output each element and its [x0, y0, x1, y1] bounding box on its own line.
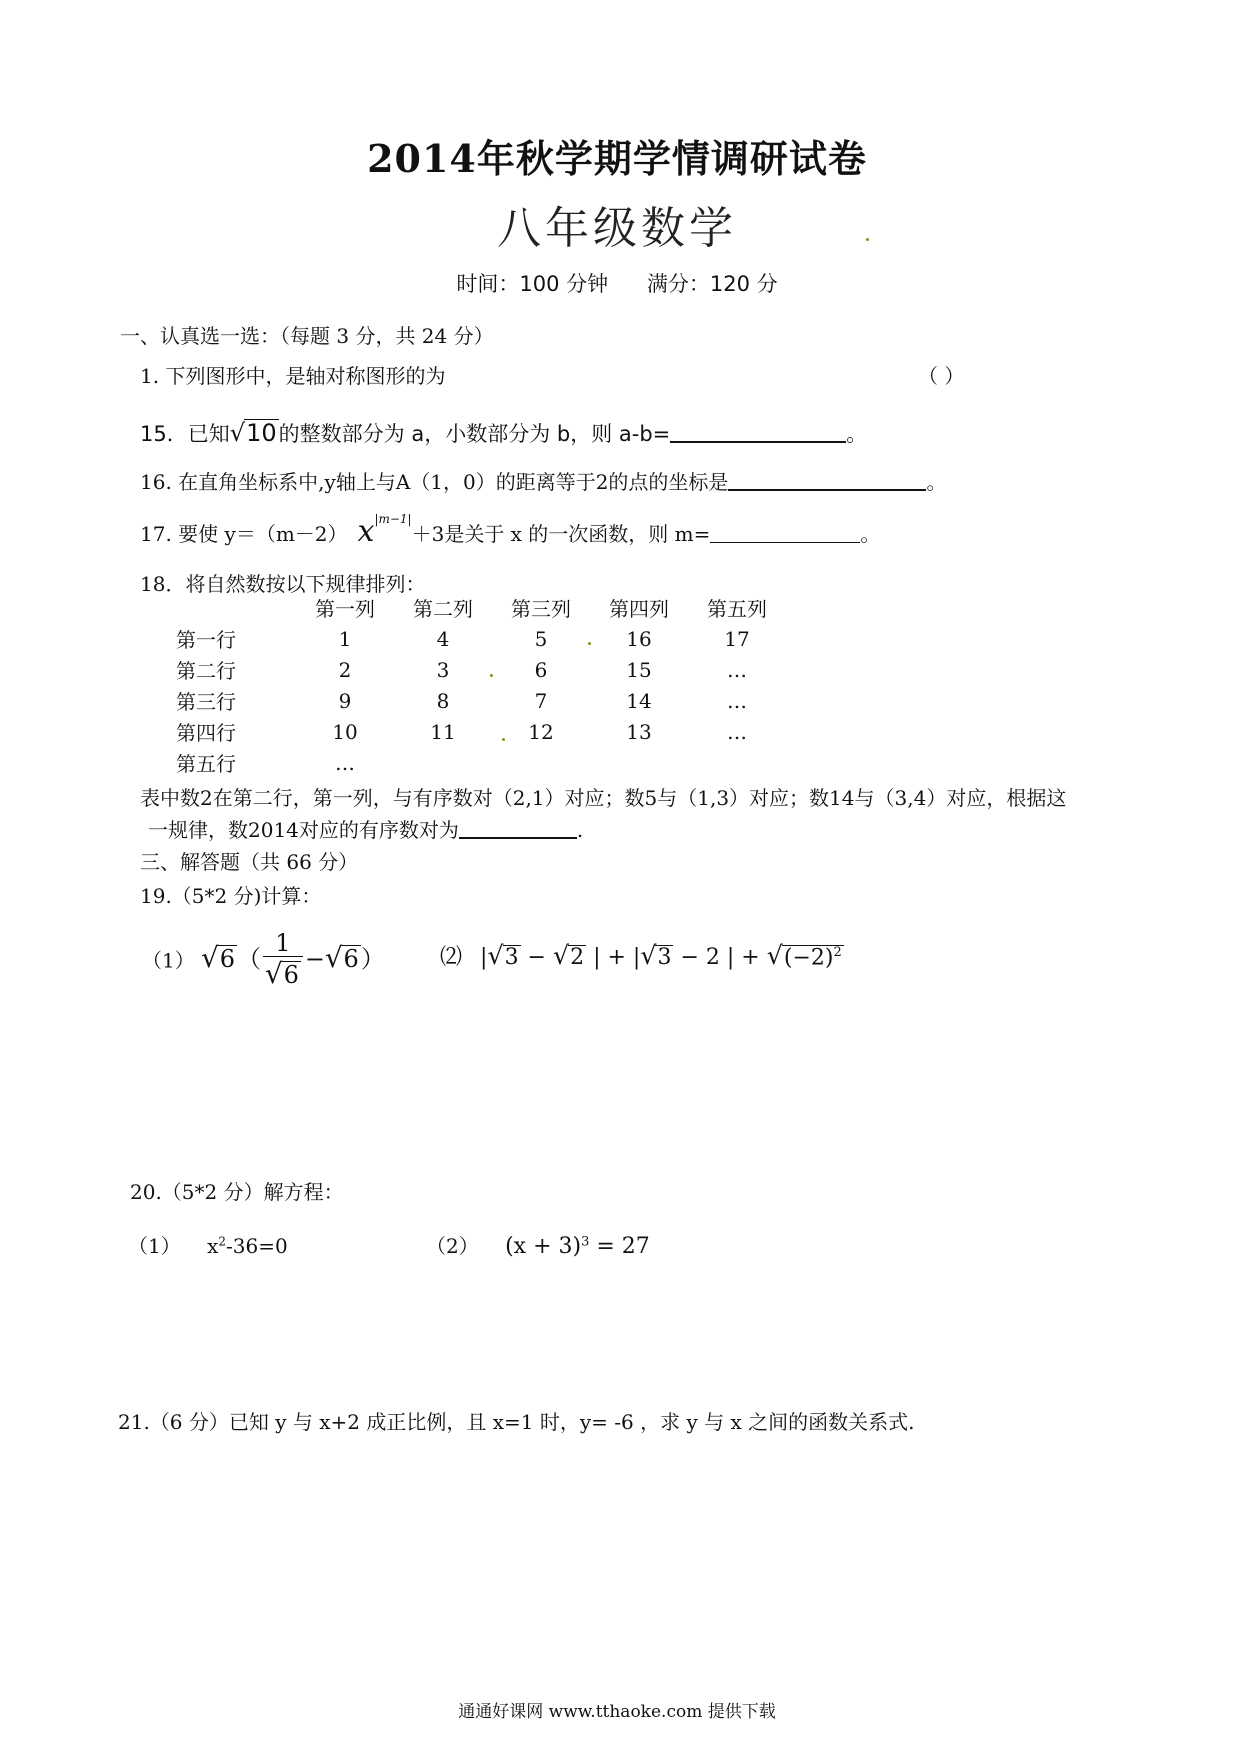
- sqrt-3: 3: [504, 945, 519, 970]
- q17-suffix: ＋3是关于 x 的一次函数，则 m=: [411, 522, 711, 546]
- grid-cell: 12: [528, 719, 554, 744]
- page-subtitle: 八年级数学: [497, 203, 737, 254]
- grid-cell: 5: [534, 626, 548, 651]
- answer-blank-17[interactable]: [710, 522, 860, 543]
- q20-p2-base: (x + 3): [505, 1234, 582, 1259]
- fraction-numerator: 1: [263, 930, 303, 957]
- grid-row: [176, 716, 786, 747]
- grid-cell: 10: [332, 719, 358, 744]
- grid-cell: 3: [436, 657, 450, 682]
- radical-sign: √: [324, 940, 343, 974]
- question-19-part1: （1） √6（ $\frac{1}{√6}$ −√6）: [142, 929, 385, 991]
- q18-end: .: [576, 818, 584, 842]
- exponent: 2: [218, 1234, 227, 1249]
- q15-end: 。: [846, 422, 868, 446]
- grid-cell: 14: [626, 688, 652, 713]
- grid-cell: [590, 747, 688, 778]
- grid-cell: 1: [338, 626, 352, 651]
- row-label: 第四行: [176, 721, 236, 745]
- radical-sign: √: [487, 941, 504, 970]
- sqrt-6: 6: [343, 944, 359, 973]
- section1-heading: 一、认真选一选：（每题 3 分，共 24 分）: [120, 324, 494, 348]
- column-header: 第三列: [511, 597, 571, 621]
- q17-var: x: [357, 514, 375, 549]
- radical-sign: √: [640, 941, 657, 970]
- page-title: 2014年秋学期学情调研试卷: [367, 136, 867, 181]
- grid-cell: 9: [338, 688, 352, 713]
- grid-cell: …: [727, 719, 747, 744]
- grid-cell: [492, 747, 590, 778]
- grid-cell: 8: [436, 688, 450, 713]
- grid-header-row: [176, 592, 786, 623]
- grid-row: [176, 747, 786, 778]
- sqrt-neg2-squared: [782, 945, 844, 971]
- sqrt-6: 6: [219, 944, 235, 973]
- q15-prefix: 15．已知: [140, 422, 230, 446]
- q18-ask-text: 一规律，数2014对应的有序数对为: [148, 818, 459, 842]
- question-19-heading: 19.（5*2 分)计算：: [140, 884, 322, 908]
- radical-sign: √: [766, 941, 783, 970]
- column-header: 第四列: [609, 597, 669, 621]
- sqrt-2: 2: [570, 945, 585, 970]
- exam-time: 时间：100 分钟: [456, 272, 609, 296]
- scan-speck: [588, 642, 591, 645]
- grid-cell: 4: [436, 626, 450, 651]
- q20-p1-rest: -36=0: [226, 1234, 288, 1258]
- question-21: 21.（6 分）已知 y 与 x+2 成正比例，且 x=1 时，y= -6 ，求 y 与 x 之间的函数关系式.: [118, 1410, 915, 1434]
- q17-exponent: |m−1|: [374, 512, 412, 527]
- scan-speck: [866, 238, 869, 241]
- grid-cell: 15: [626, 657, 652, 682]
- exam-score: 满分：120 分: [646, 272, 778, 296]
- q20-p1-label: （1）: [128, 1234, 181, 1258]
- grid-cell: 7: [534, 688, 548, 713]
- q19-p1-label: （1）: [142, 948, 195, 973]
- row-label: 第一行: [176, 628, 236, 652]
- column-header: 第五列: [707, 597, 767, 621]
- footer-credit: 通通好课网 www.tthaoke.com 提供下载: [458, 1702, 776, 1722]
- q15-radicand: 10: [246, 419, 277, 447]
- grid-cell: 6: [534, 657, 548, 682]
- row-label: 第五行: [176, 752, 236, 776]
- grid-row: [176, 623, 786, 654]
- grid-cell: …: [335, 750, 355, 775]
- exponent: 3: [581, 1234, 590, 1250]
- grid-row: [176, 654, 786, 685]
- question-19-part2: ⑵ |√3 − √2 | + |√3 − 2 | + $√(-2)^2$: [440, 941, 842, 970]
- q16-text: 16. 在直角坐标系中,y轴上与A（1，0）的距离等于2的点的坐标是: [140, 470, 729, 494]
- q20-p2-label: （2）: [426, 1234, 479, 1258]
- grid-row: [176, 685, 786, 716]
- question-20-part1: [128, 1230, 288, 1259]
- question-17: [140, 514, 880, 549]
- question-18-ask: [148, 814, 583, 843]
- q20-p1-var: x: [207, 1234, 219, 1258]
- row-label: 第三行: [176, 690, 236, 714]
- radical-sign: √: [552, 941, 570, 970]
- sqrt-6: 6: [283, 961, 299, 990]
- grid-cell: …: [727, 657, 747, 682]
- question-1: 1. 下列图形中，是轴对称图形的为: [140, 364, 446, 388]
- column-header: 第一列: [315, 597, 375, 621]
- question-18-intro: 18．将自然数按以下规律排列：: [140, 572, 426, 596]
- grid-cell: 13: [626, 719, 652, 744]
- answer-blank-18[interactable]: [459, 817, 577, 839]
- question-15: [140, 418, 867, 448]
- question-20-part2: [426, 1230, 650, 1259]
- inner-expression: (−2): [783, 945, 834, 970]
- exponent: 2: [833, 944, 842, 960]
- grid-cell: 11: [430, 719, 456, 744]
- q17-end: 。: [860, 522, 881, 546]
- radical-sign: √: [229, 419, 246, 447]
- exam-info: [0, 268, 1234, 298]
- section3-heading: 三、解答题（共 66 分）: [140, 850, 359, 874]
- q17-prefix: 17. 要使 y＝（m－2）: [140, 522, 348, 546]
- scan-speck: [502, 738, 505, 741]
- grid-cell: 17: [724, 626, 750, 651]
- question-16: [140, 466, 946, 495]
- grid-cell: 16: [626, 626, 652, 651]
- number-grid: [176, 592, 786, 778]
- scan-speck: [490, 674, 493, 677]
- sqrt-3: 3: [657, 945, 672, 970]
- answer-blank-16[interactable]: [728, 469, 926, 491]
- q20-p2-rest: = 27: [589, 1234, 650, 1259]
- answer-blank-15[interactable]: [670, 421, 846, 443]
- column-header: 第二列: [413, 597, 473, 621]
- grid-cell: [394, 747, 492, 778]
- row-label: 第二行: [176, 659, 236, 683]
- grid-cell: …: [727, 688, 747, 713]
- question-20-heading: 20.（5*2 分）解方程：: [130, 1180, 344, 1204]
- grid-cell: 2: [338, 657, 352, 682]
- grid-cell: [688, 747, 786, 778]
- radical-sign: √: [201, 940, 219, 974]
- q15-suffix: 的整数部分为 a，小数部分为 b，则 a-b=: [278, 422, 671, 446]
- fraction: [263, 930, 303, 991]
- radical-sign: √: [264, 957, 283, 991]
- q19-p2-label: ⑵: [440, 945, 463, 970]
- q16-end: 。: [926, 470, 947, 494]
- answer-paren: （ ）: [918, 364, 965, 388]
- question-18-desc: 表中数2在第二行，第一列，与有序数对（2,1）对应；数5与（1,3）对应；数14与（3,4）对应，根据这: [140, 786, 1067, 810]
